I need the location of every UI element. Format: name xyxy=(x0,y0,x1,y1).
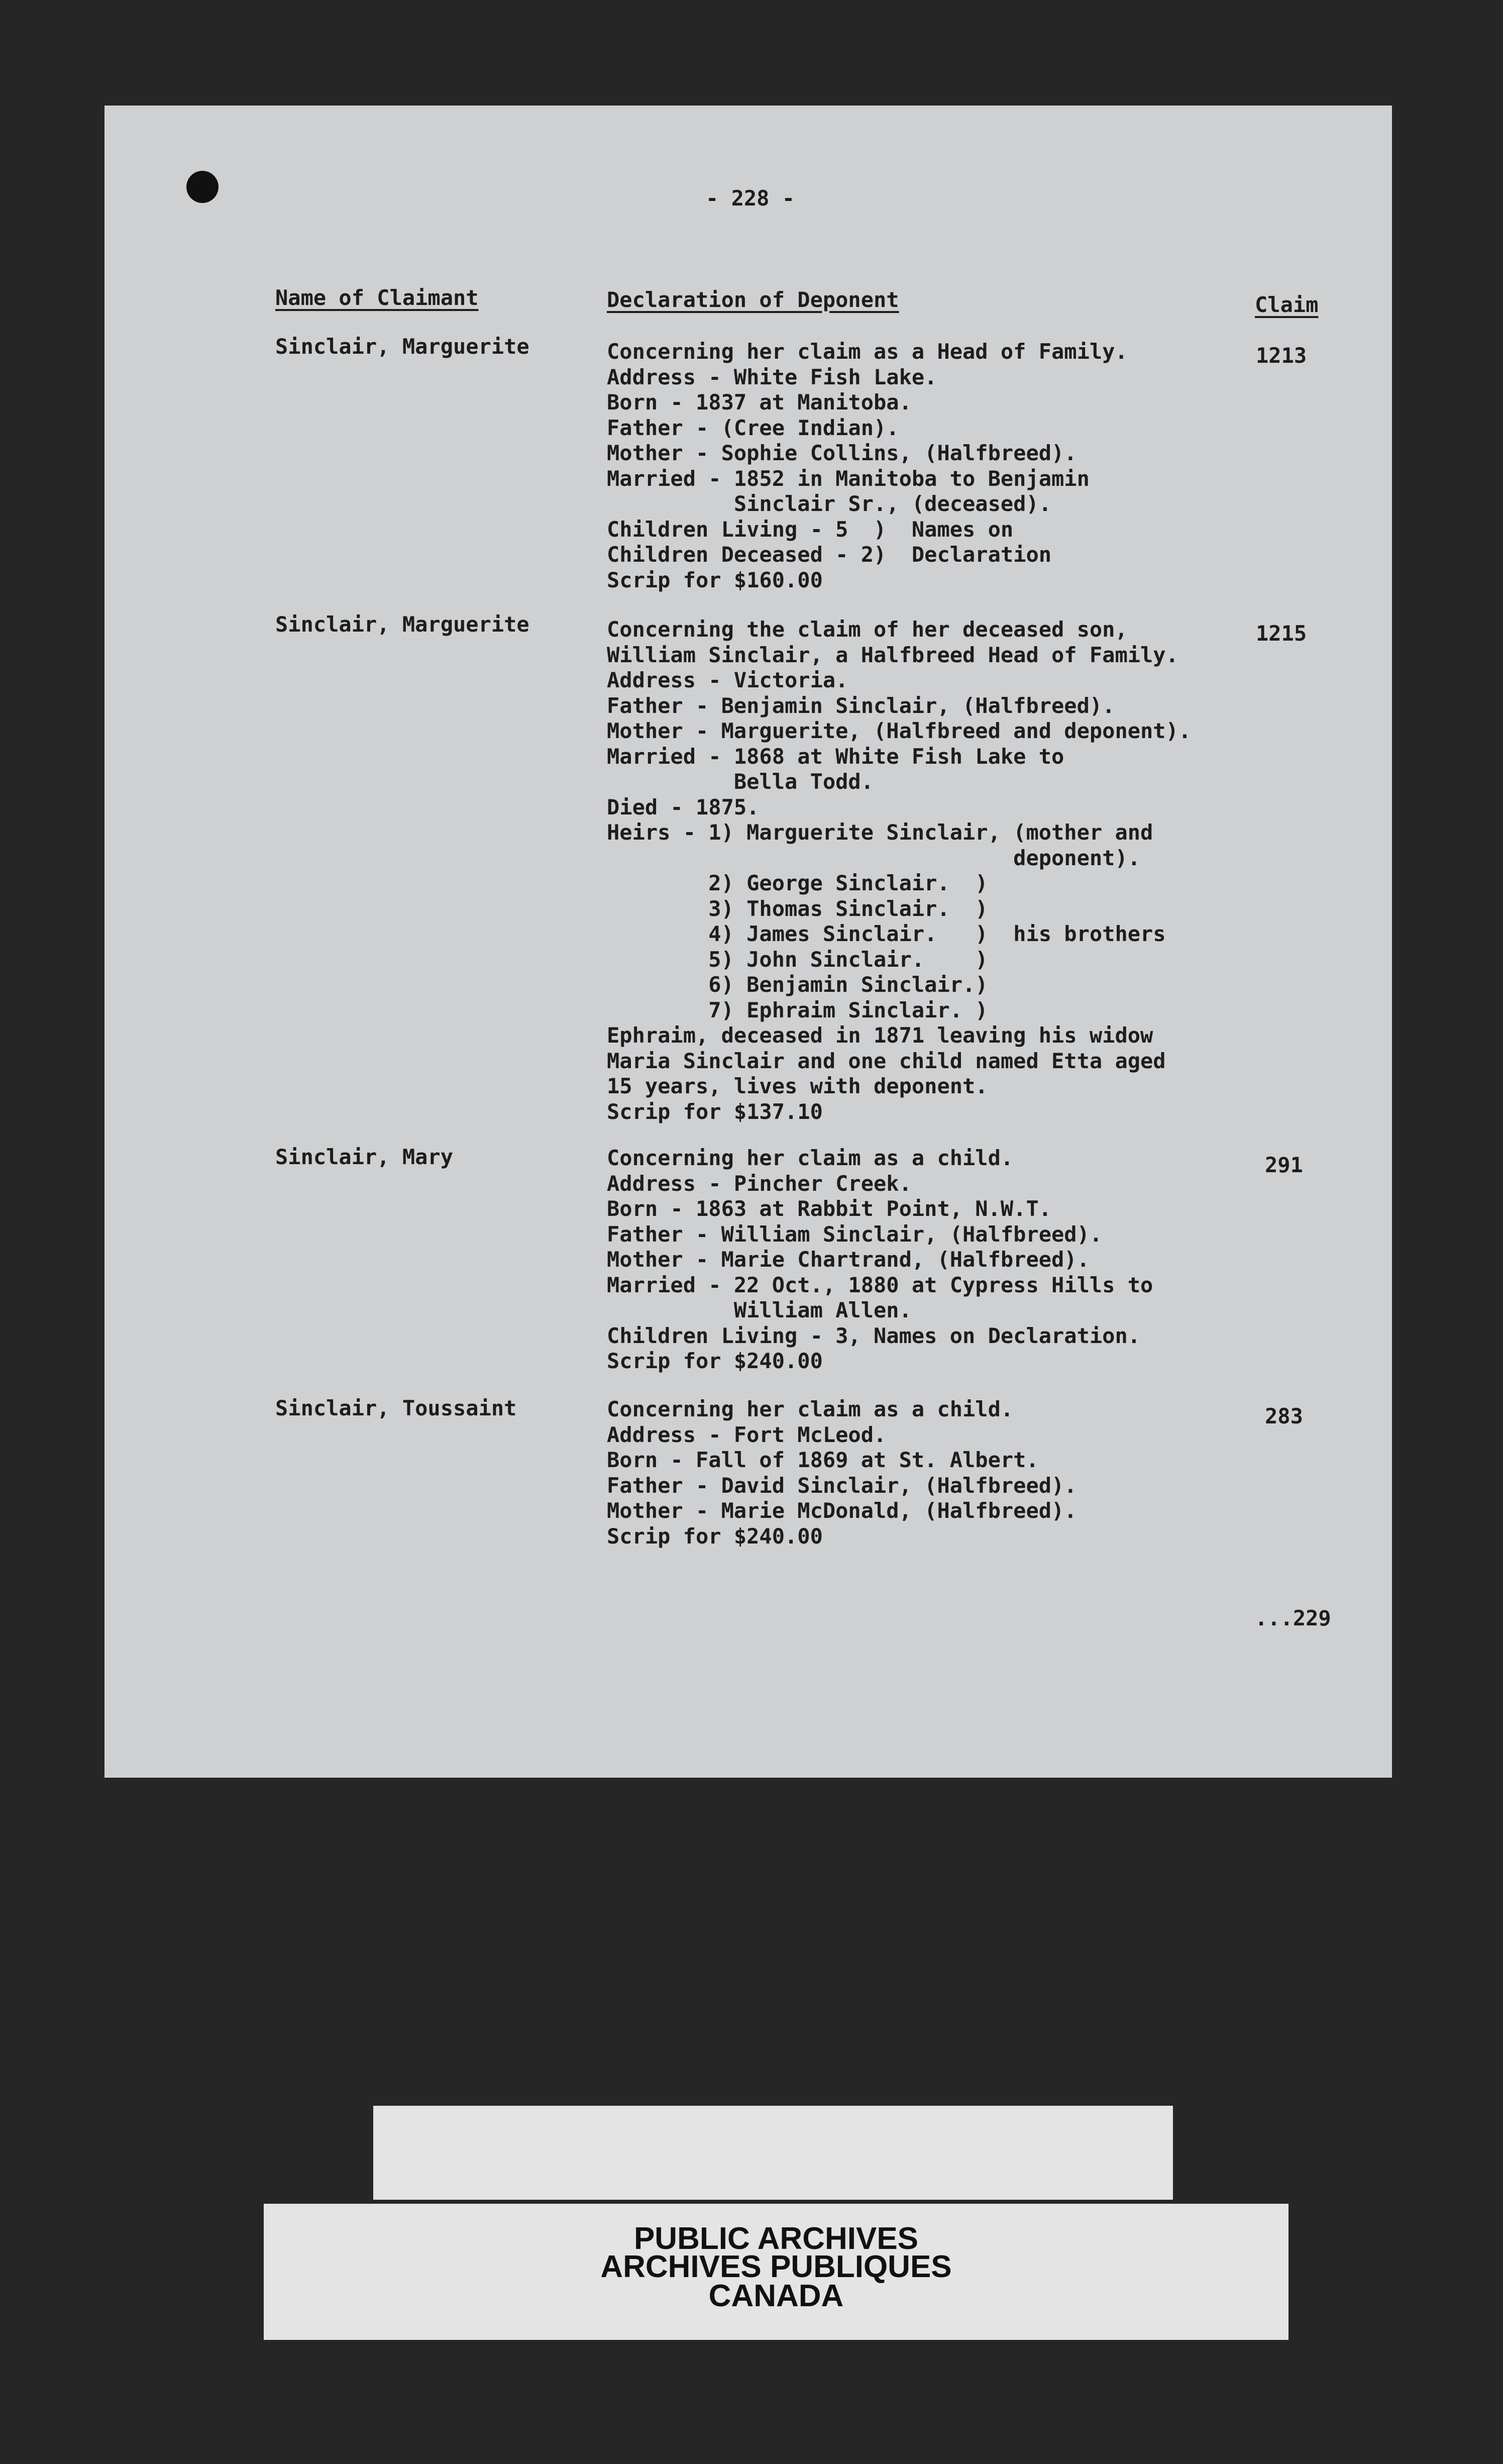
declaration-line: Married - 22 Oct., 1880 at Cypress Hills to xyxy=(607,1272,1153,1297)
claim-number: 1215 xyxy=(1256,621,1307,646)
declaration-line: Maria Sinclair and one child named Etta aged xyxy=(607,1048,1166,1073)
declaration-line: 15 years, lives with deponent. xyxy=(607,1074,988,1098)
stamp-line-1: PUBLIC ARCHIVES xyxy=(633,2221,919,2256)
declaration-line: Sinclair Sr., (deceased). xyxy=(607,491,1052,516)
declaration-line: Scrip for $137.10 xyxy=(607,1099,823,1124)
stamp-notch xyxy=(369,2106,1177,2204)
declaration-line: Married - 1852 in Manitoba to Benjamin xyxy=(607,466,1090,491)
claim-number: 291 xyxy=(1265,1153,1303,1177)
declaration-line: Scrip for $240.00 xyxy=(607,1349,823,1373)
declaration-line: Mother - Marie McDonald, (Halfbreed). xyxy=(607,1498,1077,1523)
declaration-line: Father - (Cree Indian). xyxy=(607,415,899,440)
declaration-line: William Sinclair, a Halfbreed Head of Family. xyxy=(607,642,1178,667)
declaration-line: Born - Fall of 1869 at St. Albert. xyxy=(607,1448,1039,1472)
declaration-block xyxy=(607,617,1191,1124)
claimant-name: Sinclair, Marguerite xyxy=(275,612,529,637)
declaration-line: Children Deceased - 2) Declaration xyxy=(607,542,1052,567)
header-claimant: Name of Claimant xyxy=(275,285,479,310)
declaration-line: Died - 1875. xyxy=(607,794,760,819)
declaration-line: Address - Victoria. xyxy=(607,668,848,692)
stamp-notch xyxy=(264,2106,369,2204)
declaration-line: Children Living - 5 ) Names on xyxy=(607,517,1014,542)
punch-hole xyxy=(186,171,219,203)
declaration-line: Bella Todd. xyxy=(607,769,874,794)
declaration-line: Married - 1868 at White Fish Lake to xyxy=(607,744,1064,769)
declaration-line: Mother - Marie Chartrand, (Halfbreed). xyxy=(607,1247,1090,1272)
declaration-line: Concerning her claim as a Head of Family. xyxy=(607,339,1128,364)
declaration-line: 4) James Sinclair. ) his brothers xyxy=(607,921,1166,946)
declaration-line: Father - David Sinclair, (Halfbreed). xyxy=(607,1473,1077,1498)
declaration-line: Born - 1863 at Rabbit Point, N.W.T. xyxy=(607,1196,1052,1221)
declaration-line: Address - White Fish Lake. xyxy=(607,364,937,389)
declaration-block xyxy=(607,1397,1077,1549)
declaration-line: Scrip for $240.00 xyxy=(607,1523,823,1549)
declaration-line: Concerning the claim of her deceased son, xyxy=(607,617,1128,642)
claim-number: 1213 xyxy=(1256,343,1307,368)
declaration-line: Ephraim, deceased in 1871 leaving his widow xyxy=(607,1023,1153,1048)
stamp-notch xyxy=(369,2106,373,2204)
declaration-line: Mother - Marguerite, (Halfbreed and deponent). xyxy=(607,718,1192,743)
declaration-line: 5) John Sinclair. ) xyxy=(607,947,988,972)
declaration-line: 3) Thomas Sinclair. ) xyxy=(607,896,988,921)
declaration-line: Heirs - 1) Marguerite Sinclair, (mother and xyxy=(607,820,1153,845)
claimant-name: Sinclair, Toussaint xyxy=(275,1396,517,1420)
declaration-line: Mother - Sophie Collins, (Halfbreed). xyxy=(607,441,1077,465)
stamp-line-3: CANADA xyxy=(708,2279,844,2313)
declaration-line: Father - William Sinclair, (Halfbreed). xyxy=(607,1221,1103,1247)
stamp-notch xyxy=(1177,2106,1289,2204)
stamp-notch xyxy=(1173,2106,1177,2204)
declaration-block xyxy=(607,339,1128,593)
declaration-block xyxy=(607,1146,1153,1374)
declaration-line: Concerning her claim as a child. xyxy=(607,1146,1014,1170)
declaration-line: Concerning her claim as a child. xyxy=(607,1397,1014,1421)
continuation-marker: ...229 xyxy=(1255,1606,1331,1630)
declaration-line: Scrip for $160.00 xyxy=(607,567,823,592)
claimant-name: Sinclair, Mary xyxy=(275,1145,454,1169)
declaration-line: Address - Pincher Creek. xyxy=(607,1171,912,1196)
claim-number: 283 xyxy=(1265,1404,1303,1428)
declaration-line: Children Living - 3, Names on Declaration. xyxy=(607,1323,1141,1348)
claimant-name: Sinclair, Marguerite xyxy=(275,334,529,359)
declaration-line: Address - Fort McLeod. xyxy=(607,1422,887,1447)
page-number: - 228 - xyxy=(706,186,795,211)
header-declaration: Declaration of Deponent xyxy=(607,287,899,312)
declaration-line: Father - Benjamin Sinclair, (Halfbreed). xyxy=(607,693,1115,718)
declaration-line: 6) Benjamin Sinclair.) xyxy=(607,972,988,997)
stamp-line-2: ARCHIVES PUBLIQUES xyxy=(600,2249,952,2284)
declaration-line: deponent). xyxy=(607,845,1141,870)
declaration-line: 7) Ephraim Sinclair. ) xyxy=(607,997,988,1022)
declaration-line: William Allen. xyxy=(607,1298,912,1322)
declaration-line: Born - 1837 at Manitoba. xyxy=(607,390,912,415)
declaration-line: 2) George Sinclair. ) xyxy=(607,871,988,895)
header-claim: Claim xyxy=(1255,292,1319,317)
